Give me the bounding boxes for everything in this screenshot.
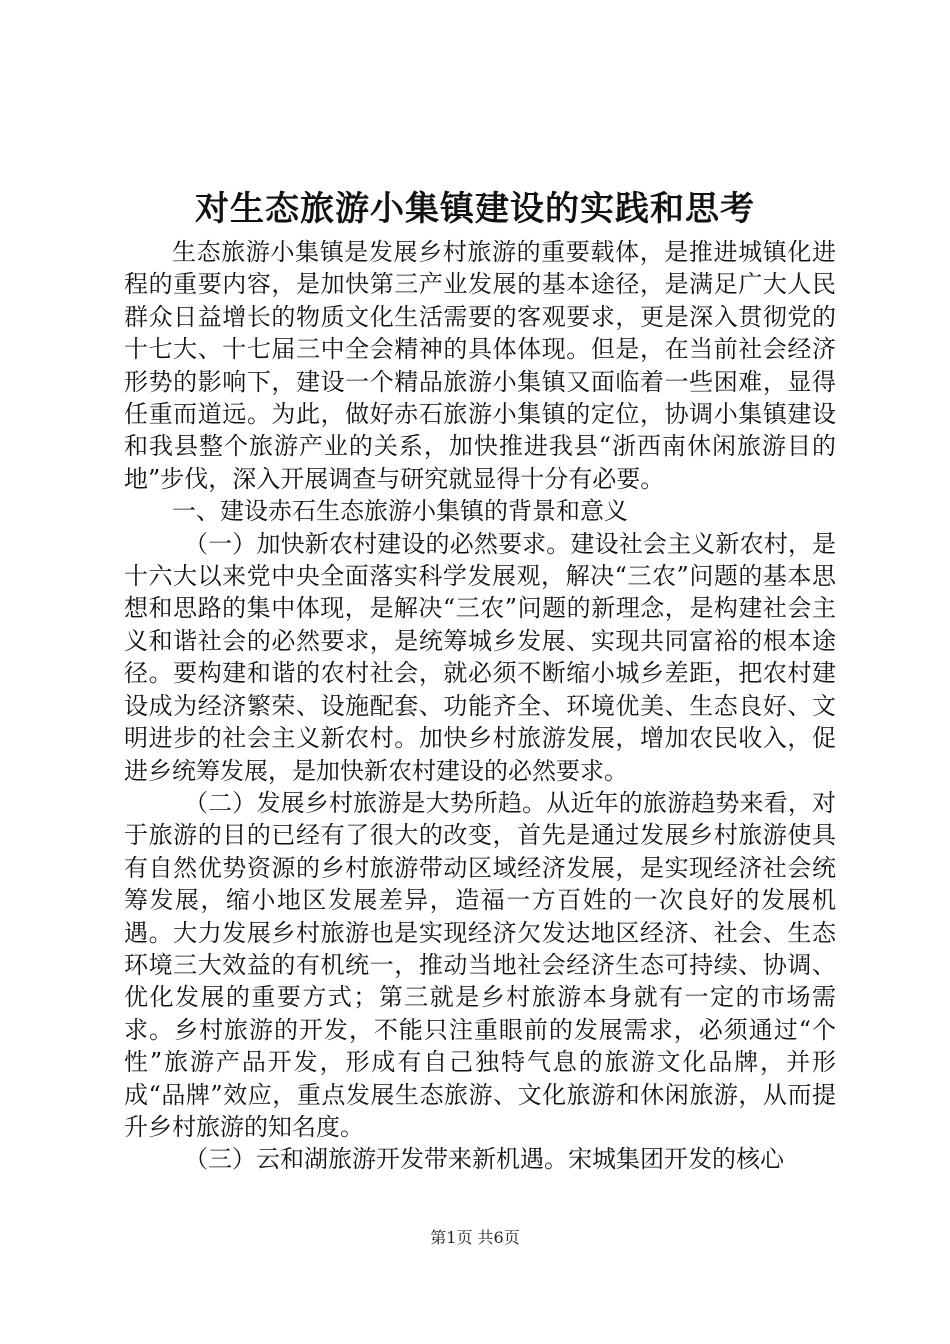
- subsection-paragraph-1: （一）加快新农村建设的必然要求。建设社会主义新农村，是十六大以来党中央全面落实科学发展观，解决“三农”问题的基本思想和思路的集中体现，是解决“三农”问题的新理念，是构建社会主义和谐社会的必然要求，是统筹城乡发展、实现共同富裕的根本途径。要构建和谐的农村社会，就必须不断缩小城乡差距，把农村建设成为经济繁荣、设施配套、功能齐全、环境优美、生态良好、文明进步的社会主义新农村。加快乡村旅游发展，增加农民收入，促进乡统筹发展，是加快新农村建设的必然要求。: [124, 529, 836, 785]
- subsection-paragraph-3: （三）云和湖旅游开发带来新机遇。宋城集团开发的核心: [184, 1145, 784, 1174]
- document-body: [124, 236, 836, 1176]
- document-title: 对生态旅游小集镇建设的实践和思考: [195, 189, 755, 229]
- page-number-footer: 第1页 共6页: [430, 1228, 520, 1247]
- section-heading: 一、建设赤石生态旅游小集镇的背景和意义: [172, 497, 628, 526]
- intro-paragraph: 生态旅游小集镇是发展乡村旅游的重要载体，是推进城镇化进程的重要内容，是加快第三产业发展的基本途径，是满足广大人民群众日益增长的物质文化生活需要的客观要求，更是深入贯彻党的十七大、十七届三中全会精神的具体体现。但是，在当前社会经济形势的影响下，建设一个精品旅游小集镇又面临着一些困难，显得任重而道远。为此，做好赤石旅游小集镇的定位，协调小集镇建设和我县整个旅游产业的关系，加快推进我县“浙西南休闲旅游目的地”步伐，深入开展调查与研究就显得十分有必要。: [124, 238, 836, 493]
- subsection-paragraph-2: （二）发展乡村旅游是大势所趋。从近年的旅游趋势来看，对于旅游的目的已经有了很大的改变，首先是通过发展乡村旅游使具有自然优势资源的乡村旅游带动区域经济发展，是实现经济社会统筹发展，缩小地区发展差异，造福一方百姓的一次良好的发展机遇。大力发展乡村旅游也是实现经济欠发达地区经济、社会、生态环境三大效益的有机统一，推动当地社会经济生态可持续、协调、优化发展的重要方式；第三就是乡村旅游本身就有一定的市场需求。乡村旅游的开发，不能只注重眼前的发展需求，必须通过“个性”旅游产品开发，形成有自己独特气息的旅游文化品牌，并形成“品牌”效应，重点发展生态旅游、文化旅游和休闲旅游，从而提升乡村旅游的知名度。: [124, 788, 836, 1141]
